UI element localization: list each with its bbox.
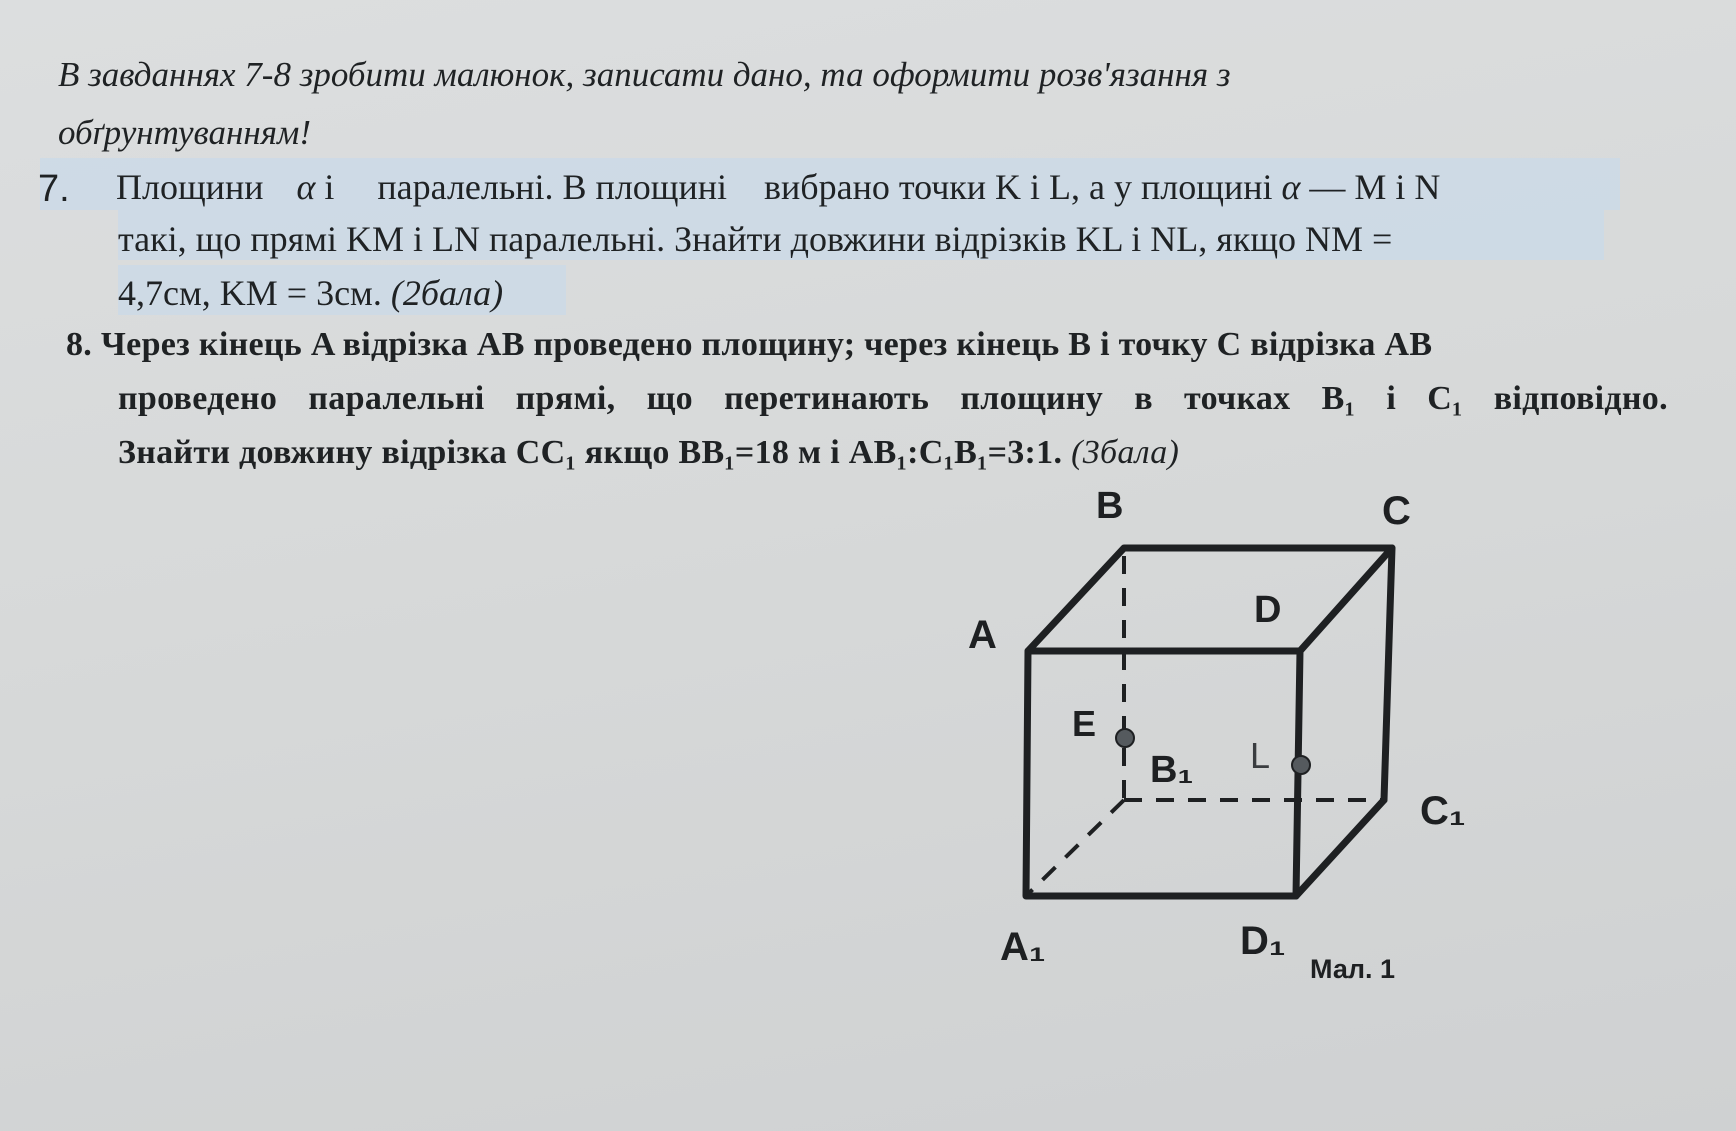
- task7-text-c: паралельні. В площині: [377, 167, 728, 207]
- task8-line2-word: в: [1134, 380, 1153, 417]
- task8-line2-word: прямі,: [515, 380, 616, 417]
- task8-line2-word: що: [646, 380, 693, 417]
- label-e: E: [1072, 703, 1097, 744]
- task8-number: 8.: [66, 326, 93, 363]
- cube-right-bottom-edge: [1296, 800, 1384, 896]
- label-d1: D₁: [1240, 919, 1286, 963]
- intro-line-1: В завданнях 7-8 зробити малюнок, записати дано, та оформити розв'язання з: [58, 55, 1231, 94]
- task8-points: (3бала): [1071, 434, 1180, 471]
- label-b1: B₁: [1150, 749, 1194, 791]
- figure-caption: Мал. 1: [1310, 954, 1396, 984]
- task8-line2-word: і: [1386, 380, 1397, 417]
- task7-alpha-2: α: [1281, 167, 1301, 207]
- task8-text-1: Через кінець A відрізка AB проведено площину; через кінець B і точку C відрізка AB: [100, 326, 1433, 363]
- label-a: A: [968, 613, 997, 657]
- intro-line-2: обґрунтуванням!: [58, 113, 311, 152]
- point-e: [1116, 729, 1134, 747]
- label-d: D: [1254, 589, 1282, 631]
- task7-number: 7.: [38, 168, 70, 210]
- task8-text-3: Знайти довжину відрізка CC₁ якщо BB₁=18 м і AB₁:C₁B₁=3:1.: [118, 434, 1063, 471]
- hidden-edge-diagonal: [1026, 800, 1124, 896]
- task8-line2-word: B₁: [1321, 380, 1356, 417]
- point-l: [1292, 756, 1310, 774]
- task7-given: 4,7см, KM = 3см.: [118, 273, 382, 313]
- task8-line2-word: перетинають: [724, 380, 930, 417]
- task8-line2-word: площину: [960, 380, 1104, 417]
- task8-line2-word: C₁: [1427, 380, 1463, 417]
- task7-text-e: — M і N: [1309, 167, 1441, 207]
- cube-top-edges: [1028, 548, 1392, 651]
- label-a1: A₁: [1000, 925, 1046, 969]
- task8-line2-word: точках: [1184, 380, 1291, 417]
- task7-text-d: вибрано точки K і L, а у площині: [764, 167, 1273, 207]
- task7-line-2: такі, що прямі KM і LN паралельні. Знайти довжини відрізків KL і NL, якщо NM =: [118, 219, 1393, 259]
- label-b: B: [1096, 485, 1124, 527]
- label-c1: C₁: [1420, 789, 1466, 833]
- task7-alpha: α: [296, 167, 316, 207]
- task8-line2-word: паралельні: [308, 380, 485, 417]
- task8-line2-word: проведено: [118, 380, 278, 417]
- label-l: L: [1250, 735, 1271, 776]
- task7-points: (2бала): [390, 273, 504, 313]
- task7-text-b: і: [324, 167, 335, 207]
- task8-line2-word: відповідно.: [1493, 380, 1668, 417]
- label-c: C: [1382, 489, 1411, 533]
- cube-right-back-edge: [1384, 548, 1392, 800]
- task7-text-a: Площини: [116, 167, 264, 207]
